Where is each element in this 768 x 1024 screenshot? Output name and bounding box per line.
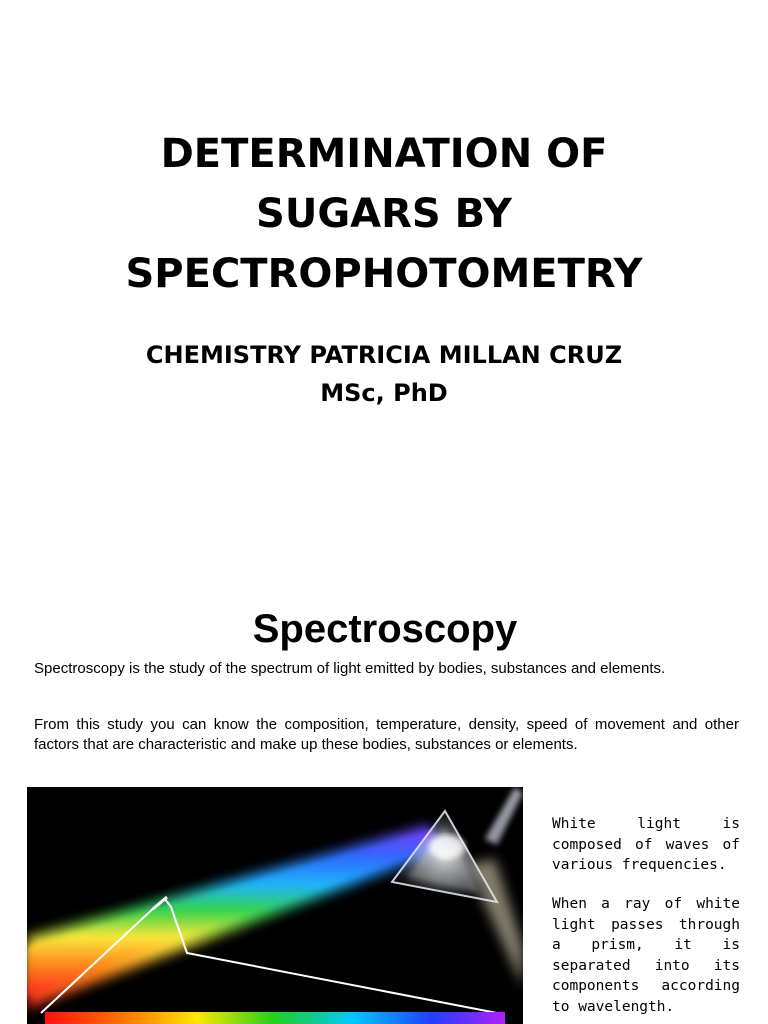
prism-spectrum-image: [27, 787, 523, 1024]
title-line-2: SUGARS BY: [256, 191, 512, 237]
author-degrees: MSc, PhD: [320, 379, 448, 407]
detail-paragraph: From this study you can know the composition, temperature, density, speed of movement and other factors that are characteristic and make up these bodies, substances or elements.: [34, 716, 739, 753]
white-light-text: White light is composed of waves of various frequencies.: [552, 816, 740, 873]
author-name: CHEMISTRY PATRICIA MILLAN CRUZ: [145, 341, 623, 369]
prism-explanation-text: When a ray of white light passes through a prism, it is separated into its components according to wavelength.: [552, 896, 740, 1015]
title-line-1: DETERMINATION OF: [160, 131, 608, 177]
intro-paragraph: Spectroscopy is the study of the spectrum of light emitted by bodies, substances and elements.: [34, 660, 666, 677]
author-block: [0, 336, 768, 412]
title-line-3: SPECTROPHOTOMETRY: [125, 251, 643, 297]
document-title: [0, 124, 768, 304]
section-heading: Spectroscopy: [252, 607, 518, 651]
